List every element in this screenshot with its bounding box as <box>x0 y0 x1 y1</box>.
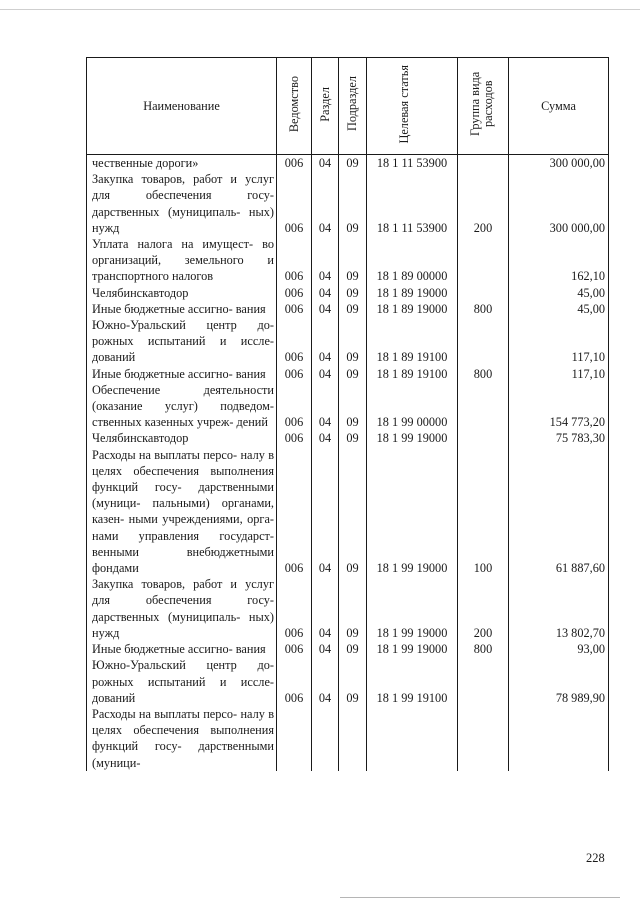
razdel-cell: 04 <box>312 317 339 366</box>
table-row <box>87 576 609 641</box>
razdel-cell: 04 <box>312 447 339 577</box>
name-line: Закупка товаров, работ и <box>92 172 238 187</box>
razdel-cell: 04 <box>312 430 339 446</box>
name-cell <box>87 317 277 366</box>
name-cell <box>87 382 277 431</box>
razdel-cell: 04 <box>312 576 339 641</box>
target-cell: 18 1 99 19000 <box>367 447 458 577</box>
group-cell: 200 <box>458 576 509 641</box>
name-line: услуг для обеспечения госу- <box>92 172 275 203</box>
sum-cell: 78 989,90 <box>509 657 609 706</box>
table-row <box>87 236 609 285</box>
header-sum: Сумма <box>509 58 609 155</box>
name-line: Закупка товаров, работ и <box>92 577 238 592</box>
podrazdel-cell: 09 <box>339 171 367 236</box>
group-cell: 100 <box>458 447 509 577</box>
sum-cell <box>509 706 609 771</box>
razdel-cell <box>312 706 339 771</box>
name-line: Южно-Уральский центр до- <box>92 658 274 673</box>
header-razdel: Раздел <box>312 58 339 155</box>
name-line: венными внебюджетными <box>92 544 274 559</box>
podrazdel-cell: 09 <box>339 657 367 706</box>
razdel-cell: 04 <box>312 301 339 317</box>
target-cell: 18 1 11 53900 <box>367 171 458 236</box>
header-vedomstvo: Ведомство <box>277 58 312 155</box>
header-group: Группа вида расходов <box>458 58 509 155</box>
name-cell <box>87 236 277 285</box>
vedomstvo-cell: 006 <box>277 155 312 172</box>
name-cell <box>87 641 277 657</box>
table-row <box>87 447 609 577</box>
podrazdel-cell: 09 <box>339 236 367 285</box>
group-cell <box>458 657 509 706</box>
target-cell: 18 1 99 19000 <box>367 576 458 641</box>
name-line: дарственными (муници- <box>92 739 274 770</box>
name-line: дований <box>92 350 136 365</box>
table-row <box>87 285 609 301</box>
vedomstvo-cell: 006 <box>277 641 312 657</box>
name-line: Иные бюджетные ассигно- <box>92 642 233 657</box>
name-line: налу в целях обеспечения <box>92 447 275 478</box>
budget-table <box>86 57 609 771</box>
sum-cell: 300 000,00 <box>509 155 609 172</box>
name-line: услуг для обеспечения госу- <box>92 577 275 608</box>
podrazdel-cell: 09 <box>339 366 367 382</box>
table-row <box>87 171 609 236</box>
page-number: 228 <box>586 851 605 865</box>
name-line: рожных испытаний и иссле- <box>92 674 274 689</box>
razdel-cell: 04 <box>312 155 339 172</box>
sum-cell: 117,10 <box>509 317 609 366</box>
sum-cell: 300 000,00 <box>509 171 609 236</box>
header-podrazdel: Подраздел <box>339 58 367 155</box>
razdel-cell: 04 <box>312 657 339 706</box>
name-line: вания <box>235 366 266 381</box>
name-line: дарственных (муниципаль- <box>92 609 241 624</box>
table-row <box>87 317 609 366</box>
name-line: Расходы на выплаты персо- <box>92 706 238 721</box>
name-line: нами управления государст- <box>92 528 274 543</box>
group-cell: 800 <box>458 641 509 657</box>
target-cell: 18 1 89 19000 <box>367 301 458 317</box>
razdel-cell: 04 <box>312 171 339 236</box>
name-line: ных) нужд <box>92 609 274 640</box>
name-cell <box>87 301 277 317</box>
target-cell: 18 1 99 19000 <box>367 430 458 446</box>
name-line: чественные дороги» <box>92 156 199 170</box>
sum-cell: 117,10 <box>509 366 609 382</box>
podrazdel-cell: 09 <box>339 641 367 657</box>
name-line: Южно-Уральский центр до- <box>92 318 274 333</box>
sum-cell: 45,00 <box>509 285 609 301</box>
sum-cell: 154 773,20 <box>509 382 609 431</box>
name-line: Расходы на выплаты персо- <box>92 447 238 462</box>
podrazdel-cell: 09 <box>339 576 367 641</box>
vedomstvo-cell: 006 <box>277 657 312 706</box>
target-cell: 18 1 89 19000 <box>367 285 458 301</box>
name-cell <box>87 171 277 236</box>
group-cell: 800 <box>458 301 509 317</box>
podrazdel-cell: 09 <box>339 285 367 301</box>
vedomstvo-cell: 006 <box>277 576 312 641</box>
name-line: Иные бюджетные ассигно- <box>92 301 233 316</box>
vedomstvo-cell: 006 <box>277 317 312 366</box>
razdel-cell: 04 <box>312 366 339 382</box>
name-line: дарственных (муниципаль- <box>92 204 241 219</box>
sum-cell: 93,00 <box>509 641 609 657</box>
target-cell: 18 1 89 00000 <box>367 236 458 285</box>
sum-cell: 13 802,70 <box>509 576 609 641</box>
name-line: и транспортного налогов <box>92 253 274 284</box>
name-line: дарственными (муници- <box>92 480 274 511</box>
name-line: дений <box>236 415 268 430</box>
name-line: (оказание услуг) подведом- <box>92 399 274 414</box>
podrazdel-cell: 09 <box>339 155 367 172</box>
name-line: Иные бюджетные ассигно- <box>92 366 233 381</box>
name-line: ными учреждениями, орга- <box>128 512 274 527</box>
podrazdel-cell: 09 <box>339 447 367 577</box>
group-cell <box>458 155 509 172</box>
target-cell: 18 1 99 00000 <box>367 382 458 431</box>
group-cell <box>458 706 509 771</box>
table-row <box>87 641 609 657</box>
razdel-cell: 04 <box>312 382 339 431</box>
header-row <box>87 58 609 155</box>
name-line: дований <box>92 690 136 705</box>
header-name: Наименование <box>87 58 277 155</box>
vedomstvo-cell: 006 <box>277 447 312 577</box>
table-body <box>87 155 609 771</box>
name-line: вания <box>235 301 266 316</box>
podrazdel-cell: 09 <box>339 317 367 366</box>
top-scan-rule <box>0 9 640 10</box>
vedomstvo-cell: 006 <box>277 366 312 382</box>
name-line: Уплата налога на имущест- <box>92 237 254 252</box>
group-cell <box>458 430 509 446</box>
header-target: Целевая статья <box>367 58 458 155</box>
name-cell <box>87 430 277 446</box>
name-line: во организаций, земельного <box>92 237 274 268</box>
podrazdel-cell <box>339 706 367 771</box>
podrazdel-cell: 09 <box>339 382 367 431</box>
group-cell <box>458 382 509 431</box>
podrazdel-cell: 09 <box>339 430 367 446</box>
vedomstvo-cell: 006 <box>277 382 312 431</box>
razdel-cell: 04 <box>312 285 339 301</box>
name-line: ных) нужд <box>92 204 274 235</box>
name-line: Челябинскавтодор <box>92 431 189 446</box>
sum-cell: 162,10 <box>509 236 609 285</box>
table-row <box>87 155 609 172</box>
name-cell <box>87 285 277 301</box>
name-cell <box>87 576 277 641</box>
name-line: Обеспечение деятельности <box>92 382 274 397</box>
name-cell <box>87 366 277 382</box>
table-row <box>87 657 609 706</box>
name-line: налу в целях обеспечения <box>92 706 275 738</box>
razdel-cell: 04 <box>312 236 339 285</box>
vedomstvo-cell <box>277 706 312 771</box>
target-cell: 18 1 11 53900 <box>367 155 458 172</box>
vedomstvo-cell: 006 <box>277 301 312 317</box>
name-line: вания <box>235 642 266 657</box>
table-row <box>87 382 609 431</box>
table-row <box>87 366 609 382</box>
table-row <box>87 706 609 771</box>
name-cell <box>87 155 277 172</box>
sum-cell: 61 887,60 <box>509 447 609 577</box>
name-line: ственных казенных учреж- <box>92 415 234 430</box>
podrazdel-cell: 09 <box>339 301 367 317</box>
group-cell: 200 <box>458 171 509 236</box>
target-cell: 18 1 99 19000 <box>367 641 458 657</box>
name-line: фондами <box>92 561 139 576</box>
target-cell: 18 1 89 19100 <box>367 366 458 382</box>
bottom-scan-rule <box>340 897 620 898</box>
group-cell: 800 <box>458 366 509 382</box>
group-cell <box>458 317 509 366</box>
name-cell <box>87 447 277 577</box>
sum-cell: 75 783,30 <box>509 430 609 446</box>
name-line: выполнения функций госу- <box>92 723 274 754</box>
razdel-cell: 04 <box>312 641 339 657</box>
name-line: пальными) органами, казен- <box>92 496 275 527</box>
vedomstvo-cell: 006 <box>277 430 312 446</box>
name-line: Челябинскавтодор <box>92 285 189 300</box>
name-line: выполнения функций госу- <box>92 463 274 495</box>
name-cell <box>87 706 277 771</box>
sum-cell: 45,00 <box>509 301 609 317</box>
target-cell <box>367 706 458 771</box>
group-cell <box>458 285 509 301</box>
name-line: рожных испытаний и иссле- <box>92 334 274 349</box>
vedomstvo-cell: 006 <box>277 171 312 236</box>
target-cell: 18 1 89 19100 <box>367 317 458 366</box>
table-row <box>87 430 609 446</box>
vedomstvo-cell: 006 <box>277 285 312 301</box>
name-cell <box>87 657 277 706</box>
vedomstvo-cell: 006 <box>277 236 312 285</box>
group-cell <box>458 236 509 285</box>
target-cell: 18 1 99 19100 <box>367 657 458 706</box>
table-row <box>87 301 609 317</box>
